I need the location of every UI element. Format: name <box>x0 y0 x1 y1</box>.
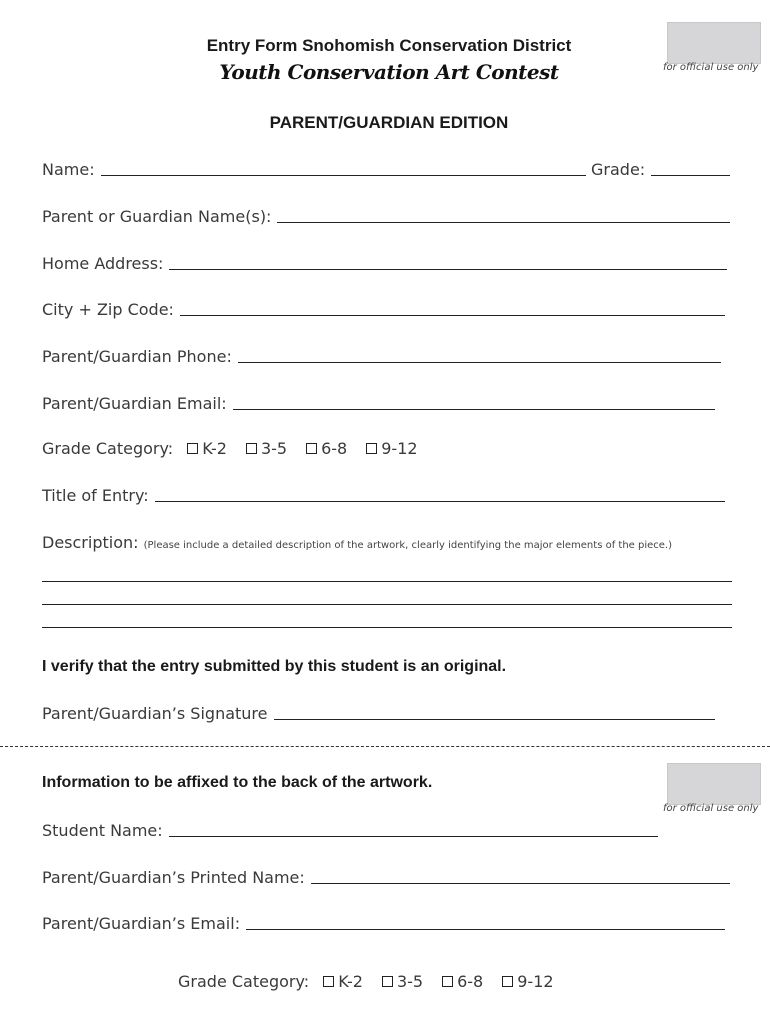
parent-name-line[interactable] <box>277 222 730 223</box>
name-field[interactable] <box>42 160 586 179</box>
description-header <box>42 533 672 552</box>
back-email-line[interactable] <box>246 929 725 930</box>
checkbox[interactable] <box>366 443 377 454</box>
phone-field[interactable] <box>42 347 721 366</box>
back-email-field[interactable] <box>42 914 725 933</box>
back-grade-category-label: Grade Category: <box>178 972 310 991</box>
checkbox[interactable] <box>246 443 257 454</box>
printed-name-label: Parent/Guardian’s Printed Name: <box>42 868 305 887</box>
form-title: Entry Form Snohomish Conservation District <box>206 36 572 55</box>
grade-option-3-5[interactable]: 3-5 <box>246 439 287 458</box>
title-line[interactable] <box>155 501 725 502</box>
grade-option-6-8[interactable]: 6-8 <box>306 439 347 458</box>
grade-field[interactable] <box>591 160 730 179</box>
name-line[interactable] <box>101 175 586 176</box>
back-email-label: Parent/Guardian’s Email: <box>42 914 241 933</box>
contest-name: Youth Conservation Art Contest <box>219 60 559 84</box>
description-note: (Please include a detailed description of the artwork, clearly identifying the major elements of the piece.) <box>143 540 672 551</box>
city-zip-line[interactable] <box>180 315 725 316</box>
checkbox[interactable] <box>187 443 198 454</box>
student-name-label: Student Name: <box>42 821 163 840</box>
name-label: Name: <box>42 160 95 179</box>
verify-statement: I verify that the entry submitted by this student is an original. <box>42 658 507 675</box>
back-grade-option-6-8[interactable]: 6-8 <box>442 972 483 991</box>
description-line-1[interactable] <box>42 581 732 582</box>
checkbox[interactable] <box>502 976 513 987</box>
student-name-field[interactable] <box>42 821 658 840</box>
phone-line[interactable] <box>238 362 721 363</box>
grade-line[interactable] <box>651 175 730 176</box>
checkbox[interactable] <box>382 976 393 987</box>
printed-name-field[interactable] <box>42 868 730 887</box>
cut-line <box>0 746 770 747</box>
signature-label: Parent/Guardian’s Signature <box>42 704 268 723</box>
grade-label: Grade: <box>591 160 646 179</box>
email-field[interactable] <box>42 394 715 413</box>
description-line-2[interactable] <box>42 604 732 605</box>
city-zip-label: City + Zip Code: <box>42 300 174 319</box>
description-line-3[interactable] <box>42 627 732 628</box>
email-label: Parent/Guardian Email: <box>42 394 227 413</box>
grade-category-group <box>42 439 437 458</box>
parent-name-field[interactable] <box>42 207 730 226</box>
printed-name-line[interactable] <box>311 883 730 884</box>
back-section-heading: Information to be affixed to the back of the artwork. <box>42 774 433 791</box>
grade-category-label: Grade Category: <box>42 439 174 458</box>
official-use-label: for official use only <box>663 62 759 73</box>
student-name-line[interactable] <box>169 836 658 837</box>
back-grade-option-k2[interactable]: K-2 <box>323 972 363 991</box>
city-zip-field[interactable] <box>42 300 725 319</box>
grade-option-k2[interactable]: K-2 <box>187 439 227 458</box>
official-use-box <box>667 22 761 64</box>
back-grade-option-3-5[interactable]: 3-5 <box>382 972 423 991</box>
home-address-label: Home Address: <box>42 254 164 273</box>
title-label: Title of Entry: <box>42 486 149 505</box>
signature-line[interactable] <box>274 719 716 720</box>
edition-title: PARENT/GUARDIAN EDITION <box>269 113 509 132</box>
email-line[interactable] <box>233 409 715 410</box>
description-label: Description: <box>42 533 139 552</box>
back-grade-category-group <box>178 972 573 991</box>
home-address-field[interactable] <box>42 254 727 273</box>
phone-label: Parent/Guardian Phone: <box>42 347 232 366</box>
checkbox[interactable] <box>323 976 334 987</box>
official-use-box-back <box>667 763 761 805</box>
back-grade-option-9-12[interactable]: 9-12 <box>502 972 553 991</box>
home-address-line[interactable] <box>169 269 727 270</box>
official-use-label-back: for official use only <box>663 803 759 814</box>
signature-field[interactable] <box>42 704 715 723</box>
checkbox[interactable] <box>442 976 453 987</box>
title-field[interactable] <box>42 486 725 505</box>
grade-option-9-12[interactable]: 9-12 <box>366 439 417 458</box>
checkbox[interactable] <box>306 443 317 454</box>
parent-name-label: Parent or Guardian Name(s): <box>42 207 272 226</box>
